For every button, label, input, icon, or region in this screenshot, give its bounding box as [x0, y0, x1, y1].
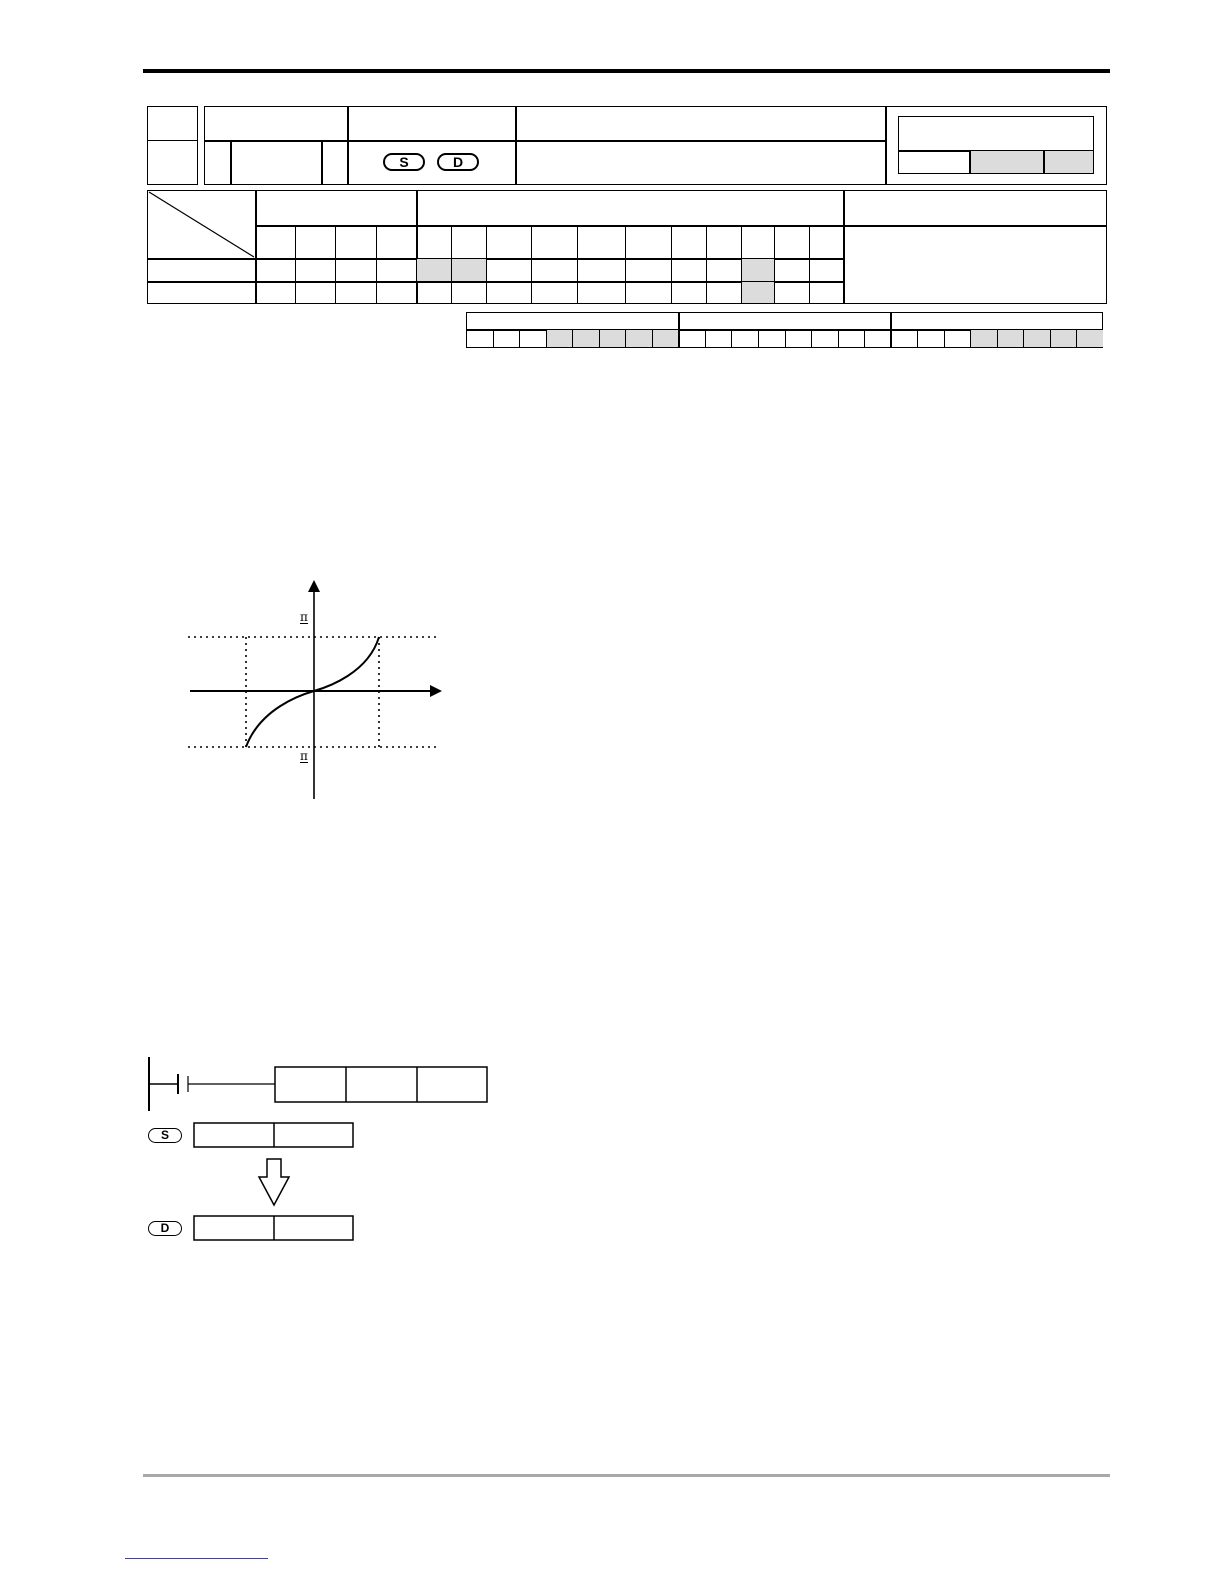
- ladder-operand-s: S: [148, 1128, 182, 1143]
- pi-top-label: π: [300, 610, 308, 624]
- operand-d-symbol: D: [437, 153, 479, 171]
- header-rule: [143, 69, 1110, 73]
- x-axis-arrow: [430, 685, 442, 697]
- plc-shaded-cell: [1024, 330, 1050, 347]
- plc-shaded-cell: [971, 330, 997, 347]
- footer-rule: [143, 1474, 1110, 1477]
- operand-shaded-cell: [417, 259, 451, 281]
- y-axis-arrow: [308, 580, 320, 592]
- operand-shaded-cell: [742, 282, 774, 303]
- plc-shaded-cell: [600, 330, 626, 347]
- plc-shaded-cell: [626, 330, 652, 347]
- plc-shaded-cell: [653, 330, 679, 347]
- pi-bottom-label: π: [300, 749, 308, 763]
- plc-shaded-cell: [998, 330, 1024, 347]
- ladder-operand-d: D: [148, 1221, 182, 1236]
- plc-shaded-cell: [1077, 330, 1103, 347]
- diagonal-corner: [147, 190, 256, 259]
- down-arrow-icon: [259, 1159, 289, 1205]
- atan-graph: [180, 575, 450, 805]
- operand-s-symbol: S: [383, 153, 425, 171]
- ladder-diagram: [140, 1055, 500, 1255]
- api-number-cell: [147, 140, 198, 185]
- operand-shaded-cell: [452, 259, 486, 281]
- controller-shade-2: [1044, 151, 1093, 173]
- operand-shaded-cell: [742, 259, 774, 281]
- instruction-box: [275, 1067, 487, 1102]
- plc-shaded-cell: [573, 330, 599, 347]
- footer-link-underline: [125, 1558, 268, 1559]
- controller-shade-1: [970, 151, 1043, 173]
- plc-shaded-cell: [547, 330, 573, 347]
- plc-shaded-cell: [1051, 330, 1077, 347]
- api-label-cell: [147, 106, 198, 141]
